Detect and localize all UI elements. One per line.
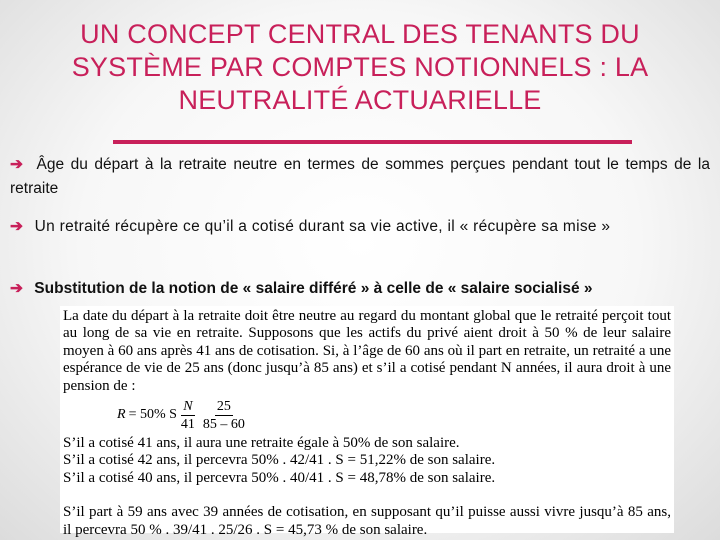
bullet-3: [10, 277, 710, 301]
fraction-denominator: 41: [180, 416, 195, 432]
title-underline: [113, 140, 632, 144]
slide-title: [0, 18, 720, 117]
spacer: [63, 487, 671, 504]
fraction-numerator: N: [183, 398, 193, 414]
example-line-1: S’il a cotisé 41 ans, il aura une retraite égale à 50% de son salaire.: [63, 435, 460, 452]
example-final: S’il part à 59 ans avec 39 années de cotisation, en supposant qu’il puisse aussi vivre jusqu’à 85 ans, il percevra 50 % . 39/41 . 25/26 . S = 45,73 % de son salaire.: [63, 504, 671, 538]
excerpt-paragraph: La date du départ à la retraite doit être neutre au regard du montant global que le retraité perçoit tout au long de sa vie en retraite. Supposons que les actifs du privé aient droit à 50 % de leur salaire moyen à 60 ans après 41 ans de cotisation. Si, à l’âge de 60 ans où il part en retraite, un retraité a une espérance de vie de 25 ans (donc jusqu’à 85 ans) et s’il a cotisé pendant N années, il aura droit à une pension de :: [63, 308, 671, 394]
fraction-numerator: 25: [216, 398, 231, 414]
title-line-3: NEUTRALITÉ ACTUARIELLE: [178, 85, 542, 115]
bullet-2: [10, 215, 710, 239]
arrow-icon: ➔: [10, 280, 23, 297]
formula-fraction-1: [181, 398, 195, 433]
example-line-3: S’il a cotisé 40 ans, il percevra 50% . 40/41 . S = 48,78% de son salaire.: [63, 469, 496, 486]
bullet-text: Substitution de la notion de « salaire différé » à celle de « salaire socialisé »: [30, 280, 593, 297]
title-line-2: SYSTÈME PAR COMPTES NOTIONNELS : LA: [71, 52, 649, 82]
bullet-text: Un retraité récupère ce qu’il a cotisé durant sa vie active, il « récupère sa mise »: [30, 218, 611, 235]
pension-formula: [117, 395, 671, 435]
example-line-2: S’il a cotisé 42 ans, il percevra 50% . 42/41 . S = 51,22% de son salaire.: [63, 452, 496, 469]
formula-fraction-2: [203, 398, 245, 433]
bullet-1: [10, 153, 710, 201]
title-line-1: UN CONCEPT CENTRAL DES TENANTS DU: [80, 19, 640, 49]
formula-eq: = 50% S: [128, 407, 177, 423]
bullet-text: Âge du départ à la retraite neutre en termes de sommes perçues pendant tout le temps de la retraite: [10, 156, 710, 197]
formula-lhs: R: [117, 407, 126, 423]
fraction-denominator: 85 – 60: [202, 416, 245, 432]
arrow-icon: ➔: [10, 156, 23, 173]
quoted-excerpt: [60, 306, 674, 538]
arrow-icon: ➔: [10, 218, 24, 235]
